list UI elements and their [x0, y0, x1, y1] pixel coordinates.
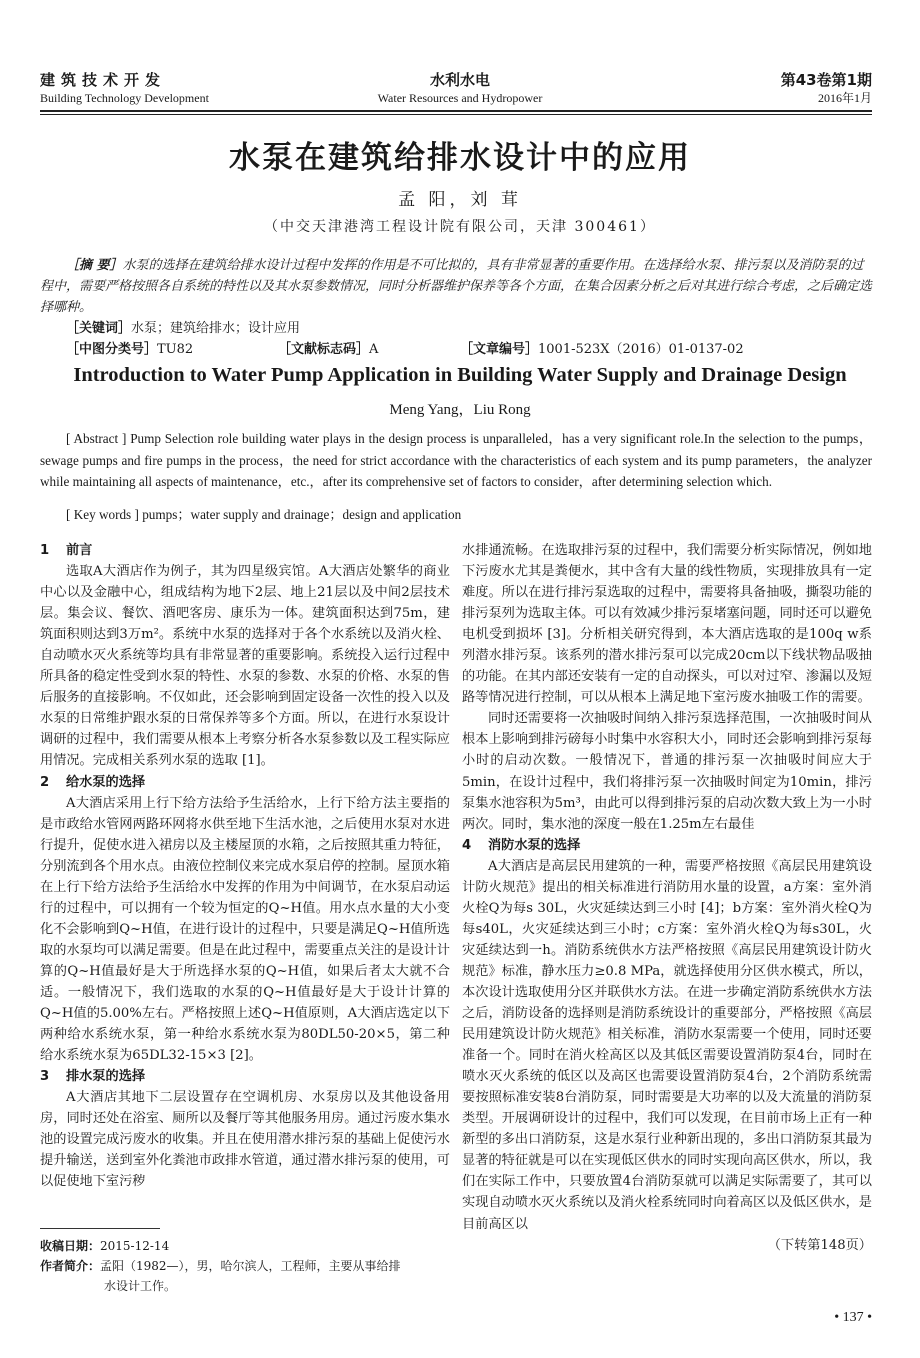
footnote-rule — [40, 1228, 160, 1229]
section-number: 1 — [40, 543, 50, 558]
keywords-cn-text: 水泵；建筑给排水；设计应用 — [131, 321, 301, 336]
clc-code — [66, 339, 193, 360]
header-rule — [40, 110, 872, 112]
keywords-en-label: [ Key words ] — [66, 507, 139, 522]
bio-label: 作者简介： — [40, 1259, 101, 1273]
journal-name-cn: 建筑技术开发 — [40, 71, 167, 89]
section-name-en: Water Resources and Hydropower — [377, 91, 543, 105]
received-value: 2015-12-14 — [100, 1239, 170, 1253]
paper-title: 水泵在建筑给排水设计中的应用 — [229, 140, 691, 176]
paragraph: A大酒店是高层民用建筑的一种，需要严格按照《高层民用建筑设计防火规范》提出的相关标准进行消防用水量的设置，a方案：室外消火栓Q为每s 30L，火灾延续达到三小时 [4]；b方案：室外消火栓Q为每s40L，火灾延续达到三小时；c方案：室外消火栓Q为每s30L，火灾延续达到一h。消防系统供水方法严格按照《高层民用建筑设计防火规范》标准，静水压力≥0.8 MPa，就选择使用分区供水模式，所以，本次设计选取使用分区并联供水方法。在进一步确定消防系统供水方法之后，消防设备的选择则是消防系统设计的重要部分，严格按照《高层民用建筑设计防火规范》相关标准，消防水泵需要一个使用，同时还要准备一个。同时在消火栓高区以及其低区需要设置消防泵4台，同时在喷水灭火系统的低区以及高区也需要设置消防泵4台，2个消防系统需要按照标准安装8台消防泵，同时需要是大功率的以及大流量的消防泵类型。开展调研设计的过程中，我们可以发现，在目前市场上正有一种新型的多出口消防泵，这是水泵行业种新出现的，多出口消防泵其最为显著的特征就是可以在实现低区供水的同时实现向高区供水，所以，我们在实际工作中，只要放置4台消防泵就可以满足实际需要了，其可以实现自动喷水灭火系统以及消火栓系统同时向着高区以及低区供水，是目前高区以 — [462, 858, 872, 1232]
paragraph: 选取A大酒店作为例子，其为四星级宾馆。A大酒店处繁华的商业中心以及金融中心，组成结构为地下2层、地上21层以及中间2层技术层。集会议、餐饮、酒吧客房、康乐为一体。建筑面积达到75m，建筑面积则达到3万m²。系统中水泵的选择对于各个水系统以及消火栓、自动喷水灭火系统等均具有非常显著的重要影响。系统投入运行过程中所具备的稳定性受到水泵的特性、水泵的参数、水泵的价格、水泵的售后服务的直接影响。不仅如此，还会影响到固定设备一次性的投入以及水泵的日常维护跟水泵的日常保养等多个方面。所以，在进行水泵设计调研的过程中，我们需要从根本上考察分析各水泵参数以及工程实际应用情况。完成相关系列水泵的选取 [1]。 — [40, 564, 450, 769]
keywords-en — [40, 504, 872, 525]
keywords-cn-label: ［关键词］ — [66, 321, 132, 336]
body-column-right — [462, 540, 872, 1256]
author-bio-cont: 水设计工作。 — [104, 1279, 177, 1293]
doc-value: A — [369, 342, 379, 357]
received-date — [40, 1236, 450, 1256]
received-label: 收稿日期： — [40, 1239, 101, 1253]
footnote — [40, 1236, 450, 1296]
abstract-cn-label: ［摘 要］ — [66, 258, 123, 273]
section-heading-4 — [462, 835, 872, 856]
continued-note: （下转第148页） — [767, 1237, 872, 1253]
paragraph: 同时还需要将一次抽吸时间纳入排污泵选择范围，一次抽吸时间从根本上影响到排污磅每小时集中水容积大小，同时还会影响到排污泵每小时的启动次数。一般情况下，普通的排污泵一次抽吸时间应大于5min，在设计过程中，我们将排污泵一次抽吸时间定为10min，排污泵集水池容积为5m³，由此可以得到排污泵的启动次数大致上为一小时两次。同时，集水池的深度一般在1.25m左右最佳 — [462, 711, 872, 832]
abstract-en-label: [ Abstract ] — [66, 431, 127, 446]
page-number: • 137 • — [834, 1310, 872, 1325]
abstract-en — [40, 428, 872, 493]
header-rule-thin — [40, 114, 872, 115]
journal-header-center — [330, 70, 590, 106]
section-number: 4 — [462, 837, 472, 853]
abstract-en-text: Pump Selection role building water plays in the design process is unparalleled，has a very significant role.In the selection to the pumps，sewage pumps and fire pumps in the process，the need for strict accordance with the characteristics of each system and its pump parameters，the analyzer while maintaining all aspects of maintenance，etc.，after its comprehensive set of factors to consider，after determining selection which. — [40, 431, 873, 489]
paragraph: 水排通流畅。在选取排污泵的过程中，我们需要分析实际情况，例如地下污废水尤其是粪便水，其中含有大量的线性物质，实现排放具有一定难度。所以在进行排污泵选取的过程中，需要将具备抽吸，撕裂功能的排污泵列为选取主体。可以有效减少排污泵堵塞问题，同时还可以避免电机受到损坏 [3]。分析相关研究得到，本大酒店选取的是100q w系列潜水排污泵。该系列的潜水排污泵可以完成20cm以下线状物品吸抽的功能。在其内部还安装有一定的自动探头，可以对过窄、渗漏以及短路等情况进行控制，可以从根本上满足地下室污废水抽吸工作的需要。 — [462, 543, 872, 706]
article-number-label: ［文章编号］ — [460, 342, 539, 357]
section-heading-1 — [40, 540, 450, 561]
section-heading-3 — [40, 1066, 450, 1087]
section-title: 消防水泵的选择 — [488, 837, 581, 853]
section-heading-2 — [40, 772, 450, 793]
journal-name-en: Building Technology Development — [40, 91, 209, 105]
paragraph: A大酒店采用上行下给方法给予生活给水，上行下给方法主要指的是市政给水管网两路环网将水供至地下生活水池，之后使用水泵对水进行提升，促使水进入裙房以及主楼屋顶的水箱，之后按照其重力特征，分别流到各个用水点。由液位控制仪来完成水泵启停的控制。屋顶水箱在上行下给方法给予生活给水中发挥的作用为中间调节，在水泵启动运行的过程中，可以拥有一个较为恒定的Q~H值。用水点水量的大小变化不会影响到Q~H值，在进行设计的过程中，只要是满足Q~H值所选取的水泵均可以满足需要。但是在此过程中，需要重点关注的是设计计算的Q~H值最好是大于所选择水泵的Q~H值，如果后者太大就不合适。一般情况下，我们选取的水泵的Q~H值最好是大于设计计算的Q~H值的5.00%左右。严格按照上述Q~H值原则，A大酒店选定以下两种给水系统水泵，第一种给水系统水泵为80DL50-20×5，第二种给水系统水泵为65DL32-15×3 [2]。 — [40, 795, 450, 1064]
issue-date: 2016年1月 — [817, 91, 872, 105]
article-number-value: 1001-523X（2016）01-0137-02 — [538, 342, 744, 357]
clc-value: TU82 — [157, 342, 194, 357]
section-number: 2 — [40, 774, 50, 790]
volume-issue: 第43卷第1期 — [780, 71, 872, 89]
doc-code — [278, 339, 378, 360]
body-column-left — [40, 540, 450, 1192]
doc-label: ［文献标志码］ — [278, 342, 370, 357]
abstract-cn-text: 水泵的选择在建筑给排水设计过程中发挥的作用是不可比拟的，具有非常显著的重要作用。在选择给水泵、排污泵以及消防泵的过程中，需要严格按照各自系统的特性以及其水泵参数情况，同时分析器维护保养等各个方面，在集合因素分析之后对其进行综合考虑，之后确定选择哪种。 — [40, 258, 873, 315]
journal-header-right — [781, 70, 872, 106]
section-title: 排水泵的选择 — [66, 1069, 146, 1085]
keywords-en-text: pumps；water supply and drainage；design and application — [138, 507, 462, 522]
section-number: 3 — [40, 1069, 50, 1085]
section-title: 给水泵的选择 — [66, 774, 146, 790]
paragraph: A大酒店其地下二层设置存在空调机房、水泵房以及其他设备用房，同时还处在浴室、厕所以及餐厅等其他服务用房。通过污废水集水池的设置完成污废水的收集。并且在使用潜水排污泵的基础上促使污水提升输送，送到室外化粪池市政排水管道，通过潜水排污泵的使用，可以促使地下室污秽 — [40, 1090, 450, 1190]
english-authors: Meng Yang，Liu Rong — [389, 402, 531, 418]
journal-header-left — [40, 70, 209, 106]
article-number — [460, 339, 744, 360]
keywords-cn — [40, 318, 872, 339]
bio-text: 孟阳（1982—），男，哈尔滨人，工程师，主要从事给排 — [100, 1259, 401, 1273]
english-title: Introduction to Water Pump Application in Building Water Supply and Drainage Design — [73, 364, 847, 386]
clc-label: ［中图分类号］ — [66, 342, 158, 357]
paper-affiliation: （中交天津港湾工程设计院有限公司，天津 300461） — [264, 219, 656, 235]
abstract-cn — [40, 255, 872, 318]
section-name-cn: 水利水电 — [429, 71, 490, 89]
paper-authors: 孟 阳，刘 茸 — [398, 190, 522, 210]
section-title: 前言 — [66, 543, 93, 558]
author-bio — [40, 1256, 450, 1276]
